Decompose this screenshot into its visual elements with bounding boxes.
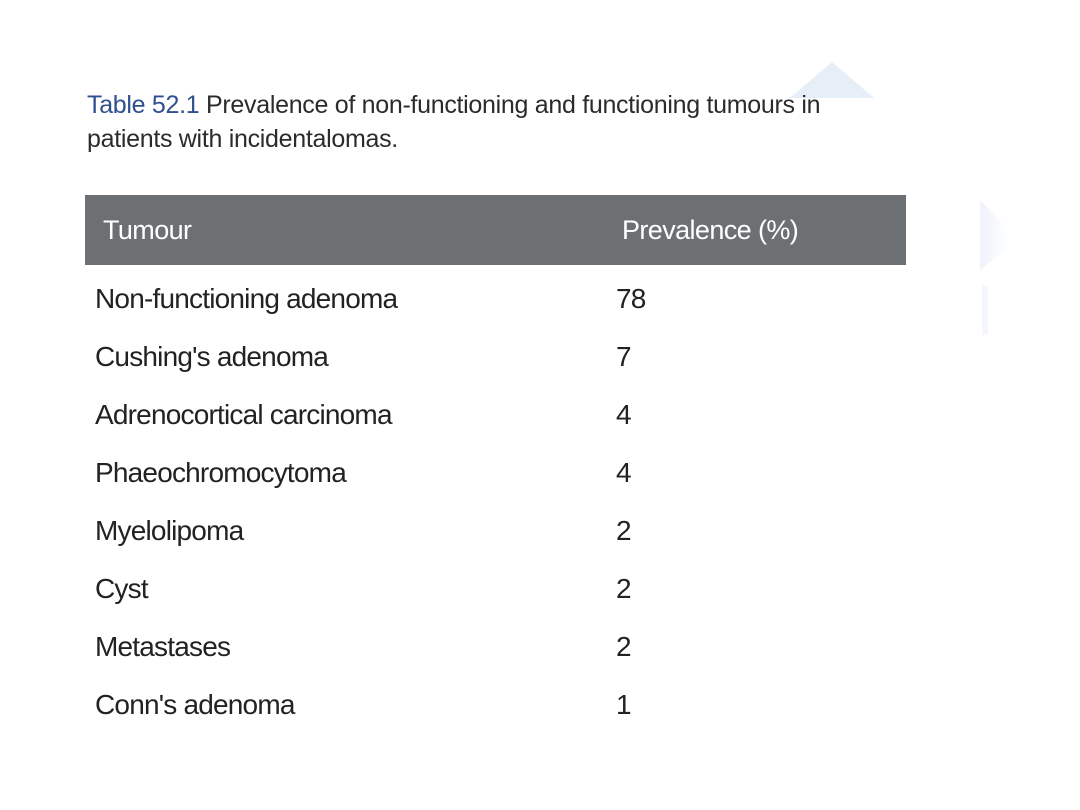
tumour-cell: Cushing's adenoma <box>95 341 329 372</box>
prevalence-cell: 2 <box>616 573 631 604</box>
prevalence-table <box>85 195 906 734</box>
table-row <box>85 618 906 676</box>
table-body <box>85 265 906 734</box>
table-caption <box>87 88 887 156</box>
tumour-cell: Non-functioning adenoma <box>95 283 398 314</box>
decorative-bar <box>982 285 988 335</box>
table-row <box>85 676 906 734</box>
table-row <box>85 560 906 618</box>
table-row <box>85 502 906 560</box>
prevalence-cell: 2 <box>616 515 631 546</box>
table-row <box>85 270 906 328</box>
table-row <box>85 386 906 444</box>
header-prevalence: Prevalence (%) <box>622 214 799 245</box>
table-title: Prevalence of non-functioning and functioning tumours in patients with incidentalomas. <box>87 91 821 153</box>
tumour-cell: Metastases <box>95 631 231 662</box>
table-row <box>85 328 906 386</box>
prevalence-cell: 78 <box>616 283 646 314</box>
prevalence-cell: 2 <box>616 631 631 662</box>
decorative-arrow-shape <box>980 200 1008 270</box>
tumour-cell: Myelolipoma <box>95 515 244 546</box>
prevalence-cell: 7 <box>616 341 631 372</box>
tumour-cell: Cyst <box>95 573 148 604</box>
tumour-cell: Adrenocortical carcinoma <box>95 399 392 430</box>
prevalence-cell: 4 <box>616 399 631 430</box>
table-row <box>85 444 906 502</box>
table-header <box>85 195 906 265</box>
table-number: Table 52.1 <box>87 91 200 119</box>
prevalence-cell: 4 <box>616 457 631 488</box>
header-tumour: Tumour <box>103 214 192 245</box>
tumour-cell: Phaeochromocytoma <box>95 457 346 488</box>
tumour-cell: Conn's adenoma <box>95 689 295 720</box>
prevalence-cell: 1 <box>616 689 631 720</box>
